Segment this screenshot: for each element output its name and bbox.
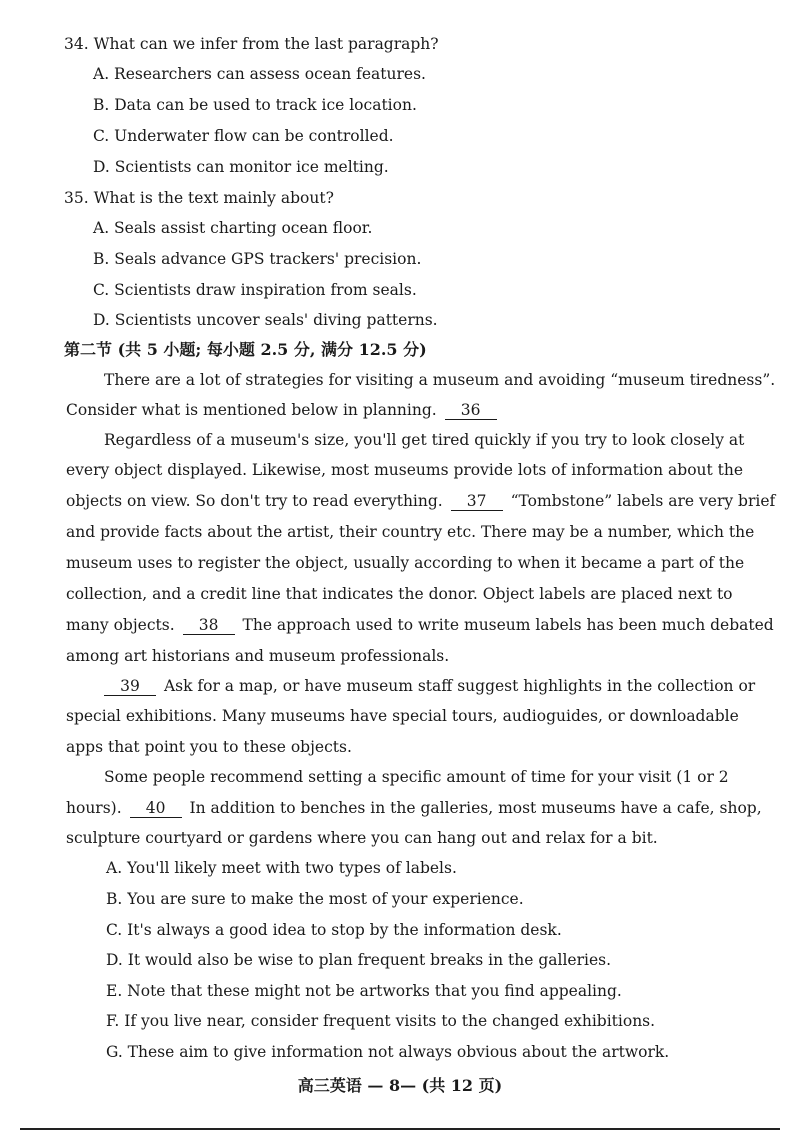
question-34-option-c: C. Underwater flow can be controlled. bbox=[93, 127, 394, 145]
passage-line bbox=[66, 615, 774, 635]
passage-line: and provide facts about the artist, their country etc. There may be a number, which the bbox=[66, 523, 755, 541]
question-34-option-a: A. Researchers can assess ocean features. bbox=[93, 65, 426, 83]
question-34-option-b: B. Data can be used to track ice location. bbox=[93, 96, 417, 114]
passage-line bbox=[66, 400, 500, 420]
question-35-option-d: D. Scientists uncover seals' diving patterns. bbox=[93, 311, 438, 329]
passage-line: Regardless of a museum's size, you'll get tired quickly if you try to look closely at bbox=[104, 431, 745, 449]
passage-line bbox=[66, 491, 775, 511]
passage-text: In addition to benches in the galleries, most museums have a cafe, shop, bbox=[189, 799, 762, 817]
passage-text: Ask for a map, or have museum staff suggest highlights in the collection or bbox=[163, 677, 756, 695]
passage-line: Some people recommend setting a specific amount of time for your visit (1 or 2 bbox=[104, 768, 729, 786]
passage-line: There are a lot of strategies for visiting a museum and avoiding “museum tiredness”. bbox=[104, 371, 776, 389]
page-footer: 高三英语 — 8— (共 12 页) bbox=[297, 1076, 503, 1095]
question-35-option-b: B. Seals advance GPS trackers' precision. bbox=[93, 250, 422, 268]
passage-text: “Tombstone” labels are very brief bbox=[510, 492, 776, 510]
passage-text: objects on view. So don't try to read everything. bbox=[66, 492, 443, 510]
choice-b: B. You are sure to make the most of your experience. bbox=[106, 890, 524, 908]
question-35-stem: 35. What is the text mainly about? bbox=[64, 189, 334, 207]
passage-line: apps that point you to these objects. bbox=[66, 738, 352, 756]
passage-line: collection, and a credit line that indicates the donor. Object labels are placed next to bbox=[66, 585, 733, 603]
question-35-option-a: A. Seals assist charting ocean floor. bbox=[93, 219, 373, 237]
choice-d: D. It would also be wise to plan frequent breaks in the galleries. bbox=[106, 951, 612, 969]
blank-37: 37 bbox=[451, 492, 503, 511]
blank-36: 36 bbox=[445, 401, 497, 420]
choice-e: E. Note that these might not be artworks that you find appealing. bbox=[106, 982, 622, 1000]
passage-line bbox=[66, 798, 762, 818]
passage-text: many objects. bbox=[66, 616, 175, 634]
passage-line: special exhibitions. Many museums have special tours, audioguides, or downloadable bbox=[66, 707, 739, 725]
passage-line bbox=[104, 676, 755, 696]
choice-f: F. If you live near, consider frequent visits to the changed exhibitions. bbox=[106, 1012, 656, 1030]
question-34-stem: 34. What can we infer from the last paragraph? bbox=[64, 35, 439, 53]
blank-39: 39 bbox=[104, 677, 156, 696]
section-heading: 第二节 (共 5 小题; 每小题 2.5 分, 满分 12.5 分) bbox=[64, 340, 427, 359]
bottom-rule bbox=[20, 1128, 780, 1130]
blank-38: 38 bbox=[183, 616, 235, 635]
blank-40: 40 bbox=[130, 799, 182, 818]
choice-c: C. It's always a good idea to stop by the information desk. bbox=[106, 921, 562, 939]
passage-line: every object displayed. Likewise, most museums provide lots of information about the bbox=[66, 461, 744, 479]
passage-text: hours). bbox=[66, 799, 122, 817]
choice-g: G. These aim to give information not always obvious about the artwork. bbox=[106, 1043, 670, 1061]
question-34-option-d: D. Scientists can monitor ice melting. bbox=[93, 158, 389, 176]
choice-a: A. You'll likely meet with two types of labels. bbox=[106, 859, 457, 877]
passage-text: The approach used to write museum labels has been much debated bbox=[242, 616, 774, 634]
question-35-option-c: C. Scientists draw inspiration from seals. bbox=[93, 281, 417, 299]
passage-line: museum uses to register the object, usually according to when it became a part of the bbox=[66, 554, 745, 572]
passage-text: Consider what is mentioned below in planning. bbox=[66, 401, 437, 419]
passage-line: sculpture courtyard or gardens where you can hang out and relax for a bit. bbox=[66, 829, 658, 847]
passage-line: among art historians and museum professionals. bbox=[66, 647, 450, 665]
